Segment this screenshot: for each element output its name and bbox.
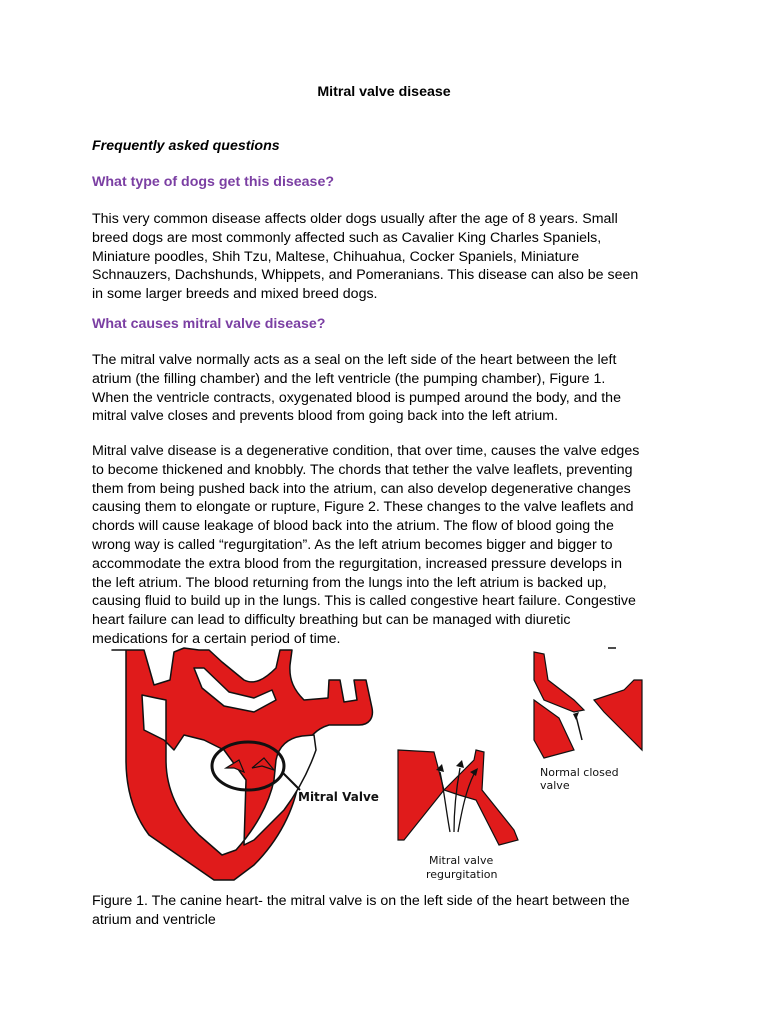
- label-mitral-valve: Mitral Valve: [298, 790, 379, 804]
- heart-diagram: [104, 640, 648, 888]
- text-line: heart failure can lead to difficulty breathing but can be managed with diuretic: [92, 612, 571, 629]
- text-line: chords will cause leakage of blood back into the atrium. The flow of blood going the: [92, 518, 614, 535]
- label-regurgitation-line1: Mitral valve: [429, 854, 494, 867]
- text-line: the left atrium. The blood returning from the lungs into the left atrium is backed up,: [92, 574, 607, 591]
- text-line: accommodate the extra blood from the regurgitation, increased pressure develops in: [92, 555, 622, 572]
- page-title: Mitral valve disease: [317, 84, 451, 100]
- text-line: This very common disease affects older dogs usually after the age of 8 years. Small: [92, 211, 618, 227]
- text-line: atrium (the filling chamber) and the left ventricle (the pumping chamber), Figure 1.: [92, 370, 606, 387]
- faq-heading: Frequently asked questions: [92, 138, 280, 154]
- question-heading-1: What type of dogs get this disease?: [92, 174, 335, 190]
- text-line: When the ventricle contracts, oxygenated blood is pumped around the body, and the: [92, 389, 621, 406]
- text-line: causing fluid to build up in the lungs. This is called congestive heart failure. Congestive: [92, 593, 636, 610]
- paragraph-dog-types: [92, 210, 692, 304]
- paragraph-mitral-function: [92, 351, 692, 426]
- text-line: them from being pushed back into the atrium, can also develop degenerative changes: [92, 480, 631, 497]
- text-line: Miniature poodles, Shih Tzu, Maltese, Chihuahua, Cocker Spaniels, Miniature: [92, 248, 580, 265]
- text-line: Mitral valve disease is a degenerative condition, that over time, causes the valve edges: [92, 443, 640, 459]
- normal-valve-right: [594, 680, 642, 750]
- heart-figure: [104, 640, 648, 888]
- text-line: to become thickened and knobbly. The chords that tether the valve leaflets, preventing: [92, 461, 633, 478]
- text-line: medications for a certain period of time.: [92, 630, 341, 647]
- text-line: wrong way is called “regurgitation”. As the left atrium becomes bigger and bigger to: [92, 536, 613, 553]
- caption-line: Figure 1. The canine heart- the mitral valve is on the left side of the heart between the: [92, 893, 630, 909]
- regurgitation-valve-left: [398, 750, 444, 840]
- text-line: breed dogs are most commonly affected such as Cavalier King Charles Spaniels,: [92, 229, 602, 246]
- text-line: Schnauzers, Dachshunds, Whippets, and Pomeranians. This disease can also be seen: [92, 267, 639, 284]
- paragraph-disease-description: [92, 442, 692, 649]
- question-heading-2: What causes mitral valve disease?: [92, 316, 326, 332]
- label-regurgitation-line2: regurgitation: [426, 868, 498, 881]
- figure-caption: [92, 892, 630, 930]
- regurgitation-valve-right: [444, 750, 518, 845]
- text-line: The mitral valve normally acts as a seal on the left side of the heart between the left: [92, 352, 617, 368]
- text-line: mitral valve closes and prevents blood from going back into the left atrium.: [92, 408, 559, 425]
- text-line: causing them to elongate or rupture, Figure 2. These changes to the valve leaflets and: [92, 499, 634, 516]
- heart-outline: [112, 648, 372, 880]
- caption-line: atrium and ventricle: [92, 911, 216, 928]
- label-normal-closed-valve: Normal closed valve: [540, 766, 619, 792]
- normal-valve-left: [534, 652, 584, 712]
- text-line: in some larger breeds and mixed breed dogs.: [92, 286, 378, 303]
